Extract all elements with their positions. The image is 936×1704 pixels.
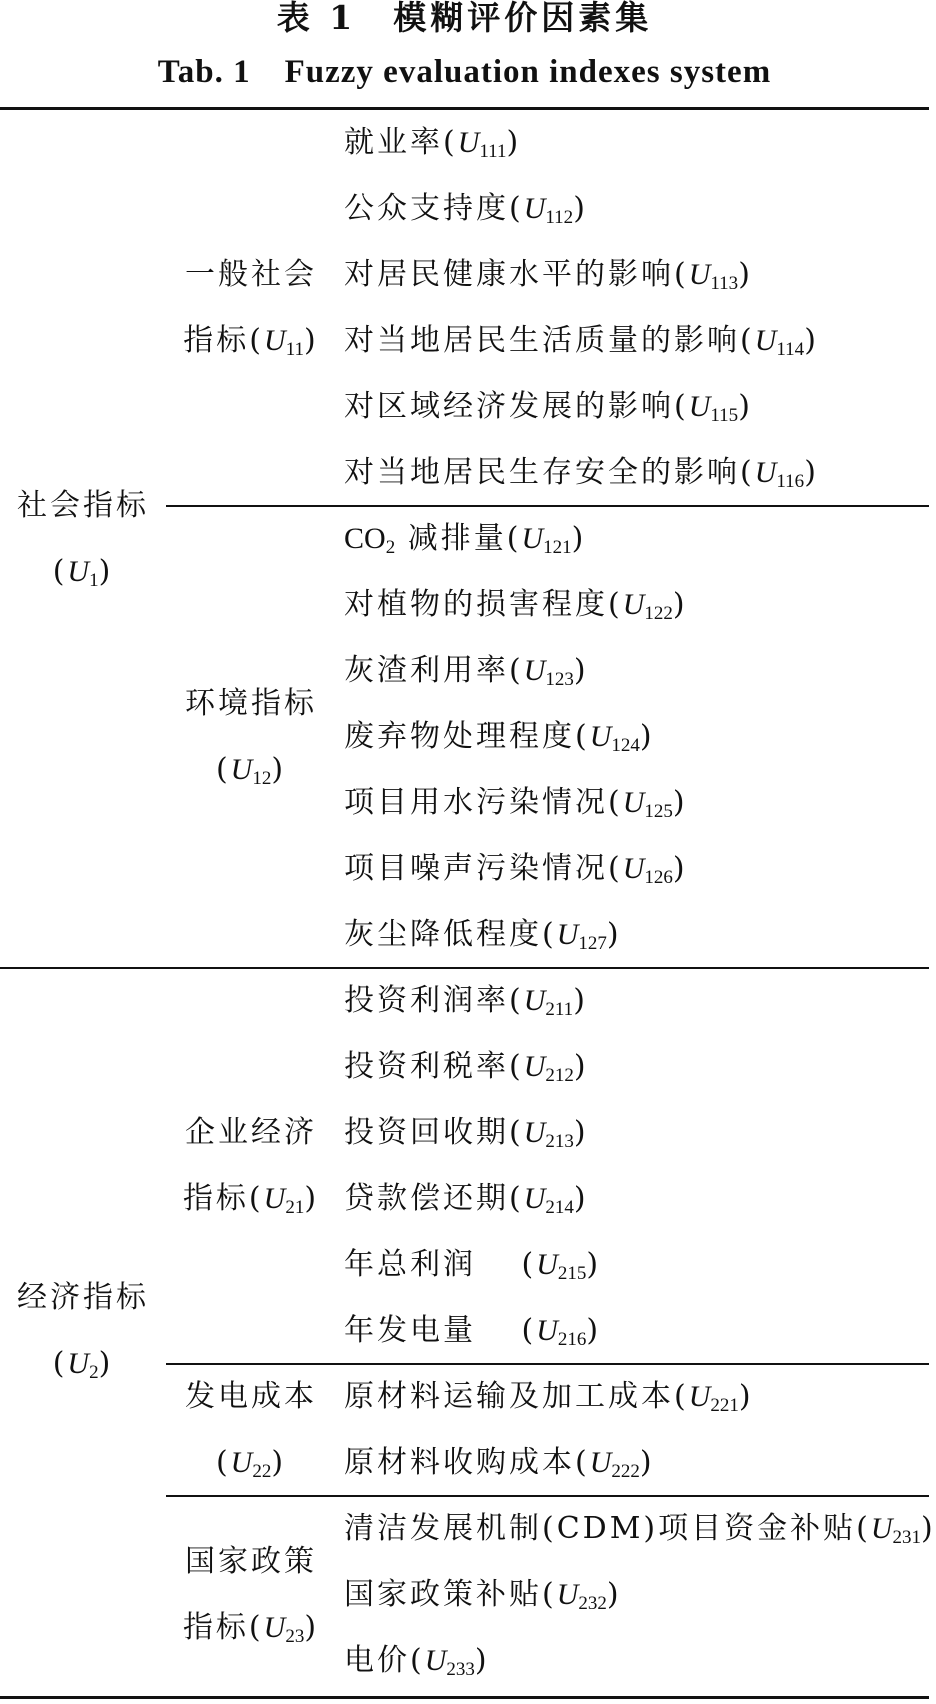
symbol-letter: U	[688, 258, 711, 291]
subgroup-symbol: $(U_{12})$	[215, 752, 287, 789]
index-symbol: $(U_{122})$	[608, 587, 688, 624]
table-title-en: Tab. 1 Fuzzy evaluation indexes system	[157, 54, 772, 90]
symbol-subscript: 114	[776, 339, 805, 360]
index-item	[344, 968, 588, 1034]
group-symbol: $(U_1)$	[52, 554, 114, 591]
subgroup-label	[168, 1529, 334, 1661]
symbol-subscript: 113	[710, 273, 739, 294]
index-item	[344, 1232, 601, 1298]
symbol-letter: U	[536, 1314, 558, 1347]
symbol-subscript: 126	[644, 867, 673, 888]
index-item	[344, 506, 586, 572]
index-item	[344, 572, 688, 638]
symbol-subscript: 221	[710, 1395, 739, 1416]
item-label: 年总利润	[344, 1247, 476, 1282]
symbol-letter: U	[523, 1050, 546, 1083]
item-label: 对当地居民生存安全的影响	[344, 455, 740, 490]
symbol-subscript: 11	[285, 339, 304, 360]
symbol-subscript: 123	[545, 669, 574, 690]
symbol-subscript: 232	[578, 1593, 607, 1614]
index-item	[344, 1100, 589, 1166]
index-item	[344, 176, 588, 242]
index-symbol: $(U_{127})$	[542, 917, 622, 954]
symbol-subscript: 212	[545, 1065, 574, 1086]
symbol-subscript: 127	[578, 933, 607, 954]
index-symbol: $(U_{126})$	[608, 851, 688, 888]
item-label: 公众支持度	[344, 191, 509, 226]
symbol-letter: U	[870, 1512, 893, 1545]
index-item	[344, 1166, 589, 1232]
item-label: 减排量	[407, 521, 507, 556]
symbol-subscript: 2	[89, 1362, 99, 1383]
item-label: 废弃物处理程度	[344, 719, 575, 754]
subgroup-name: 企业经济	[185, 1115, 317, 1150]
symbol-subscript: 115	[710, 405, 739, 426]
subgroup-symbol: $(U_{22})$	[215, 1445, 287, 1482]
index-item	[344, 638, 589, 704]
group-label	[0, 473, 166, 605]
index-symbol: $(U_{216})$	[476, 1313, 602, 1350]
symbol-subscript: 112	[545, 207, 574, 228]
item-label: 原材料收购成本	[344, 1445, 575, 1480]
item-label: 投资利润率	[344, 983, 509, 1018]
subgroup-symbol: 指标$(U_{11})$	[183, 323, 319, 360]
index-symbol: $(U_{125})$	[608, 785, 688, 822]
symbol-letter: U	[622, 852, 645, 885]
index-item	[344, 440, 819, 506]
subgroup-name: 一般社会	[185, 257, 317, 292]
item-label: 国家政策补贴	[344, 1577, 542, 1612]
symbol-subscript: 12	[252, 768, 272, 789]
index-item	[344, 1628, 490, 1694]
item-label: 对当地居民生活质量的影响	[344, 323, 740, 358]
item-label: 原材料运输及加工成本	[344, 1379, 674, 1414]
index-item	[344, 374, 753, 440]
symbol-letter: U	[424, 1644, 447, 1677]
symbol-subscript: 211	[545, 999, 574, 1020]
symbol-letter: U	[457, 126, 480, 159]
item-label: 贷款偿还期	[344, 1181, 509, 1216]
bottom-rule	[0, 1696, 929, 1699]
symbol-letter: U	[754, 456, 777, 489]
index-item	[344, 1496, 936, 1562]
symbol-subscript: 23	[285, 1626, 305, 1647]
index-symbol: $(U_{116})$	[740, 455, 819, 492]
symbol-letter: U	[688, 1380, 711, 1413]
index-item	[344, 1298, 601, 1364]
index-symbol: $(U_{124})$	[575, 719, 655, 756]
symbol-letter: U	[523, 984, 546, 1017]
index-item	[344, 836, 688, 902]
index-item	[344, 1364, 754, 1430]
symbol-letter: U	[536, 1248, 558, 1281]
symbol-subscript: 214	[545, 1197, 574, 1218]
symbol-subscript: 111	[479, 141, 507, 162]
symbol-letter: U	[754, 324, 777, 357]
subgroup-name: 发电成本	[185, 1379, 317, 1414]
subgroup-name: 环境指标	[185, 686, 317, 721]
item-label: 项目用水污染情况	[344, 785, 608, 820]
symbol-letter: U	[622, 786, 645, 819]
subgroup-label	[168, 1100, 334, 1232]
index-symbol: $(U_{112})$	[509, 191, 588, 228]
index-symbol: $(U_{214})$	[509, 1181, 589, 1218]
symbol-letter: U	[264, 324, 286, 357]
index-symbol: $(U_{231})$	[856, 1511, 936, 1548]
index-symbol: $(U_{115})$	[674, 389, 753, 426]
symbol-subscript: 215	[557, 1263, 587, 1284]
index-item	[344, 902, 622, 968]
index-symbol: $(U_{211})$	[509, 983, 588, 1020]
symbol-letter: U	[67, 555, 90, 588]
index-symbol: $(U_{213})$	[509, 1115, 589, 1152]
item-label: 项目噪声污染情况	[344, 851, 608, 886]
symbol-letter: U	[523, 192, 546, 225]
index-symbol: $(U_{233})$	[410, 1643, 490, 1680]
chem-subscript: 2	[385, 537, 396, 558]
table-title-cn: 表 1 模糊评价因素集	[276, 0, 653, 37]
subgroup-symbol: 指标$(U_{23})$	[182, 1610, 320, 1647]
symbol-letter: U	[230, 1446, 253, 1479]
symbol-subscript: 1	[89, 570, 99, 591]
symbol-subscript: 122	[644, 603, 673, 624]
subgroup-label	[168, 1364, 334, 1496]
item-label: 对居民健康水平的影响	[344, 257, 674, 292]
subgroup-label	[168, 671, 334, 803]
item-label: 对植物的损害程度	[344, 587, 608, 622]
symbol-letter: U	[589, 720, 612, 753]
index-item	[344, 308, 819, 374]
item-label: 对区域经济发展的影响	[344, 389, 674, 424]
symbol-subscript: 216	[557, 1329, 587, 1350]
index-item	[344, 242, 753, 308]
symbol-subscript: 22	[252, 1461, 272, 1482]
index-item	[344, 1430, 655, 1496]
item-label: 投资回收期	[344, 1115, 509, 1150]
subgroup-label	[168, 242, 334, 374]
index-item	[344, 770, 688, 836]
index-item	[344, 1034, 589, 1100]
symbol-subscript: 121	[543, 537, 572, 558]
symbol-subscript: 21	[285, 1197, 305, 1218]
index-symbol: $(U_{221})$	[674, 1379, 754, 1416]
symbol-subscript: 222	[611, 1461, 640, 1482]
symbol-subscript: 116	[776, 471, 805, 492]
symbol-subscript: 233	[446, 1659, 475, 1680]
group-label	[0, 1265, 166, 1397]
index-symbol: $(U_{113})$	[674, 257, 753, 294]
item-label: 电价	[344, 1643, 410, 1678]
index-symbol: $(U_{123})$	[509, 653, 589, 690]
item-label: 清洁发展机制(CDM)项目资金补贴	[344, 1511, 857, 1546]
symbol-letter: U	[622, 588, 645, 621]
index-item	[344, 110, 521, 176]
subgroup-name: 国家政策	[185, 1544, 317, 1579]
symbol-letter: U	[523, 1182, 546, 1215]
symbol-letter: U	[263, 1182, 286, 1215]
index-symbol: $(U_{114})$	[740, 323, 819, 360]
symbol-letter: U	[67, 1347, 90, 1380]
item-label: 灰尘降低程度	[344, 917, 542, 952]
symbol-letter: U	[521, 522, 544, 555]
index-symbol: $(U_{215})$	[476, 1247, 602, 1284]
symbol-letter: U	[556, 1578, 579, 1611]
item-label: 就业率	[344, 125, 443, 160]
index-symbol: $(U_{222})$	[575, 1445, 655, 1482]
chem-formula: $CO_2$	[344, 522, 396, 558]
index-symbol: $(U_{121})$	[506, 521, 587, 558]
symbol-letter: U	[556, 918, 579, 951]
item-label: 年发电量	[344, 1313, 476, 1348]
item-label: 投资利税率	[344, 1049, 509, 1084]
group-name: 社会指标	[17, 488, 149, 523]
symbol-letter: U	[523, 654, 546, 687]
index-symbol: $(U_{232})$	[542, 1577, 622, 1614]
index-symbol: $(U_{111})$	[443, 125, 522, 162]
symbol-letter: U	[263, 1611, 286, 1644]
index-item	[344, 704, 655, 770]
symbol-letter: U	[589, 1446, 612, 1479]
symbol-letter: U	[688, 390, 711, 423]
item-label: 灰渣利用率	[344, 653, 509, 688]
index-symbol: $(U_{212})$	[509, 1049, 589, 1086]
subgroup-symbol: 指标$(U_{21})$	[182, 1181, 320, 1218]
symbol-subscript: 125	[644, 801, 673, 822]
symbol-letter: U	[523, 1116, 546, 1149]
symbol-subscript: 213	[545, 1131, 574, 1152]
group-symbol: $(U_2)$	[52, 1346, 114, 1383]
symbol-letter: U	[230, 753, 253, 786]
group-name: 经济指标	[17, 1280, 149, 1315]
symbol-subscript: 124	[611, 735, 640, 756]
symbol-subscript: 231	[892, 1527, 922, 1548]
index-item	[344, 1562, 622, 1628]
